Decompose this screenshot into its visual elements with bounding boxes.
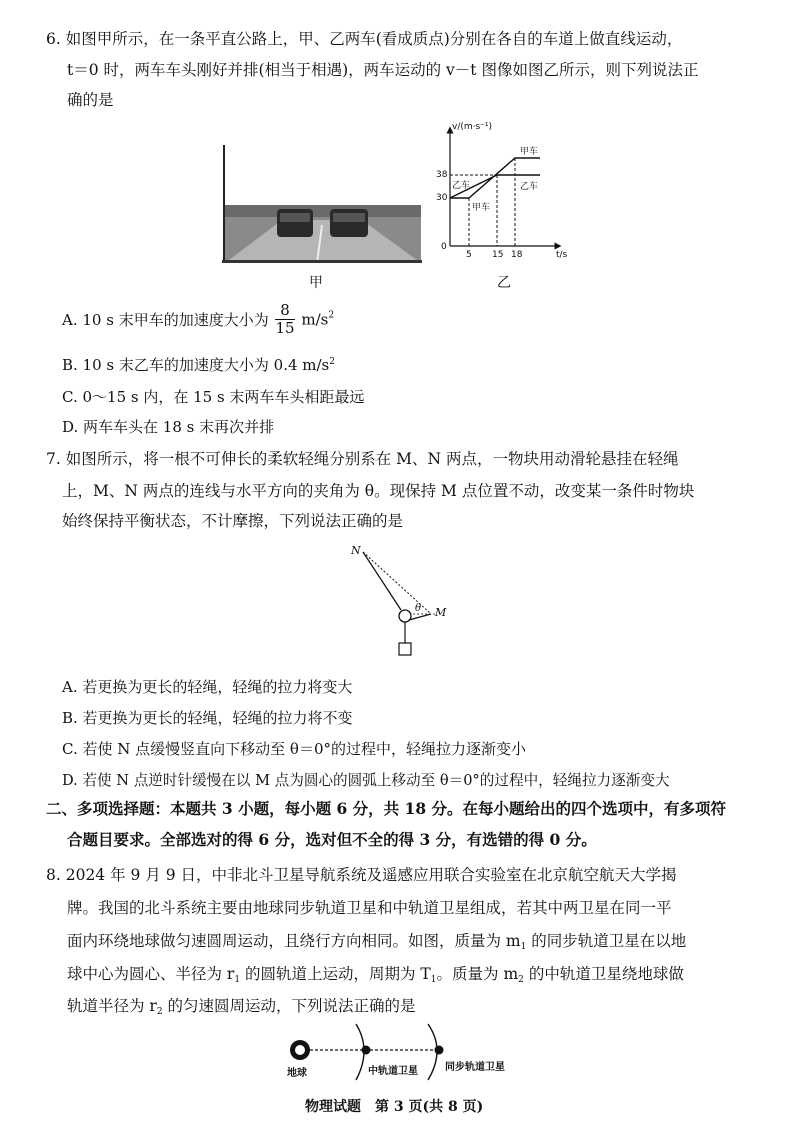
section2-line1: 二、多项选择题：本题共 3 小题，每小题 6 分，共 18 分。在每小题给出的四个选项中，有多项符	[46, 799, 727, 818]
q6-option-b[interactable]	[62, 354, 335, 375]
theta-label: θ	[415, 603, 422, 614]
q7-option-a[interactable]: A. 若更换为更长的轻绳，轻绳的拉力将变大	[62, 678, 353, 696]
q6-option-a-text: A. 10 s 末甲车的加速度大小为	[62, 311, 269, 329]
fraction-denominator: 15	[275, 319, 295, 337]
q8-line4-a: 球中心为圆心、半径为 r	[67, 965, 235, 983]
q6-option-b-text: B. 10 s 末乙车的加速度大小为 0.4 m/s	[62, 356, 330, 374]
unit-superscript: 2	[328, 310, 335, 321]
graph-label-yi-left: 乙车	[452, 181, 471, 191]
q8-line3	[67, 932, 686, 956]
q8-line1: 8. 2024 年 9 月 9 日，中非北斗卫星导航系统及遥感应用联合实验室在北京航空航天大学揭	[46, 866, 677, 884]
point-n-label: N	[351, 544, 361, 557]
fraction-numerator: 8	[275, 302, 294, 320]
q7-option-b[interactable]: B. 若更换为更长的轻绳，轻绳的拉力将不变	[62, 709, 353, 727]
q7-option-c[interactable]: C. 若使 N 点缓慢竖直向下移动至 θ＝0°的过程中，轻绳拉力逐渐变小	[62, 740, 526, 758]
q7-line2: 上，M、N 两点的连线与水平方向的夹角为 θ。现保持 M 点位置不动，改变某一条件时物块	[62, 482, 695, 500]
q8-line3-a: 面内环绕地球做匀速圆周运动，且绕行方向相同。如图，质量为 m	[67, 932, 521, 950]
q6-option-c[interactable]: C. 0～15 s 内，在 15 s 末两车车头相距最远	[62, 388, 365, 406]
orbit-diagram	[280, 1022, 530, 1086]
q8-line5-a: 轨道半径为 r	[67, 997, 157, 1015]
section2-line2: 合题目要求。全部选对的得 6 分，选对但不全的得 3 分，有选错的得 0 分。	[67, 830, 597, 849]
q8-line4-d: 的中轨道卫星绕地球做	[523, 965, 684, 983]
q8-line4-c: 。质量为 m	[436, 965, 519, 983]
graph-label-yi-right: 乙车	[520, 182, 539, 192]
vt-graph	[432, 118, 572, 268]
q8-line4-b: 的圆轨道上运动，周期为 T	[240, 965, 431, 983]
q6-line1: 6. 如图甲所示，在一条平直公路上，甲、乙两车(看成质点)分别在各自的车道上做直线运动，	[46, 30, 683, 48]
fig-label-jia: 甲	[309, 275, 323, 291]
graph-label-jia-top: 甲车	[520, 147, 539, 157]
graph-ytick-30: 30	[436, 193, 448, 203]
fig-label-yi: 乙	[497, 275, 511, 291]
q6-option-d[interactable]: D. 两车车头在 18 s 末再次并排	[62, 418, 275, 436]
page-footer: 物理试题 第 3 页(共 8 页)	[305, 1099, 484, 1115]
graph-ytick-38: 38	[436, 170, 448, 180]
subscript: 1	[234, 975, 241, 985]
graph-xtick-18: 18	[511, 250, 523, 260]
pulley-diagram	[345, 540, 455, 665]
subscript: 2	[156, 1007, 163, 1017]
q8-line5	[67, 997, 416, 1021]
graph-xtick-5: 5	[466, 250, 472, 260]
point-m-label: M	[435, 606, 447, 619]
subscript: 2	[518, 975, 524, 985]
geo-satellite-label: 同步轨道卫星	[445, 1062, 505, 1073]
q8-line5-b: 的匀速圆周运动，下列说法正确的是	[162, 997, 416, 1015]
graph-xtick-15: 15	[492, 250, 504, 260]
q6-line2: t＝0 时，两车车头刚好并排(相当于相遇)，两车运动的 v－t 图像如图乙所示，则下列说法正	[67, 61, 699, 79]
earth-label: 地球	[287, 1068, 307, 1079]
graph-xlabel: t/s	[556, 250, 568, 260]
q6-option-a-fraction	[275, 302, 294, 337]
graph-ylabel: v/(m·s⁻¹)	[452, 122, 493, 132]
q8-line4	[67, 965, 684, 989]
q7-line1: 7. 如图所示，将一根不可伸长的柔软轻绳分别系在 M、N 两点，一物块用动滑轮悬挂在轻绳	[46, 450, 679, 468]
road-photo	[222, 145, 422, 263]
q8-line3-b: 的同步轨道卫星在以地	[526, 932, 687, 950]
graph-label-jia-bottom: 甲车	[472, 203, 491, 213]
q7-line3: 始终保持平衡状态，不计摩擦，下列说法正确的是	[62, 512, 404, 530]
subscript: 1	[430, 975, 437, 985]
graph-origin: 0	[441, 242, 447, 252]
subscript: 1	[520, 942, 527, 952]
q7-option-d[interactable]: D. 若使 N 点逆时针缓慢在以 M 点为圆心的圆弧上移动至 θ＝0°的过程中，轻绳拉力逐渐变大	[62, 772, 670, 789]
q8-line2: 牌。我国的北斗系统主要由地球同步轨道卫星和中轨道卫星组成，若其中两卫星在同一平	[67, 899, 672, 917]
q6-option-a-unit: m/s	[301, 310, 329, 329]
unit-superscript: 2	[329, 357, 335, 367]
mid-orbit-satellite-label: 中轨道卫星	[368, 1066, 418, 1077]
q6-line3: 确的是	[67, 91, 114, 109]
q6-option-a[interactable]	[62, 302, 334, 337]
